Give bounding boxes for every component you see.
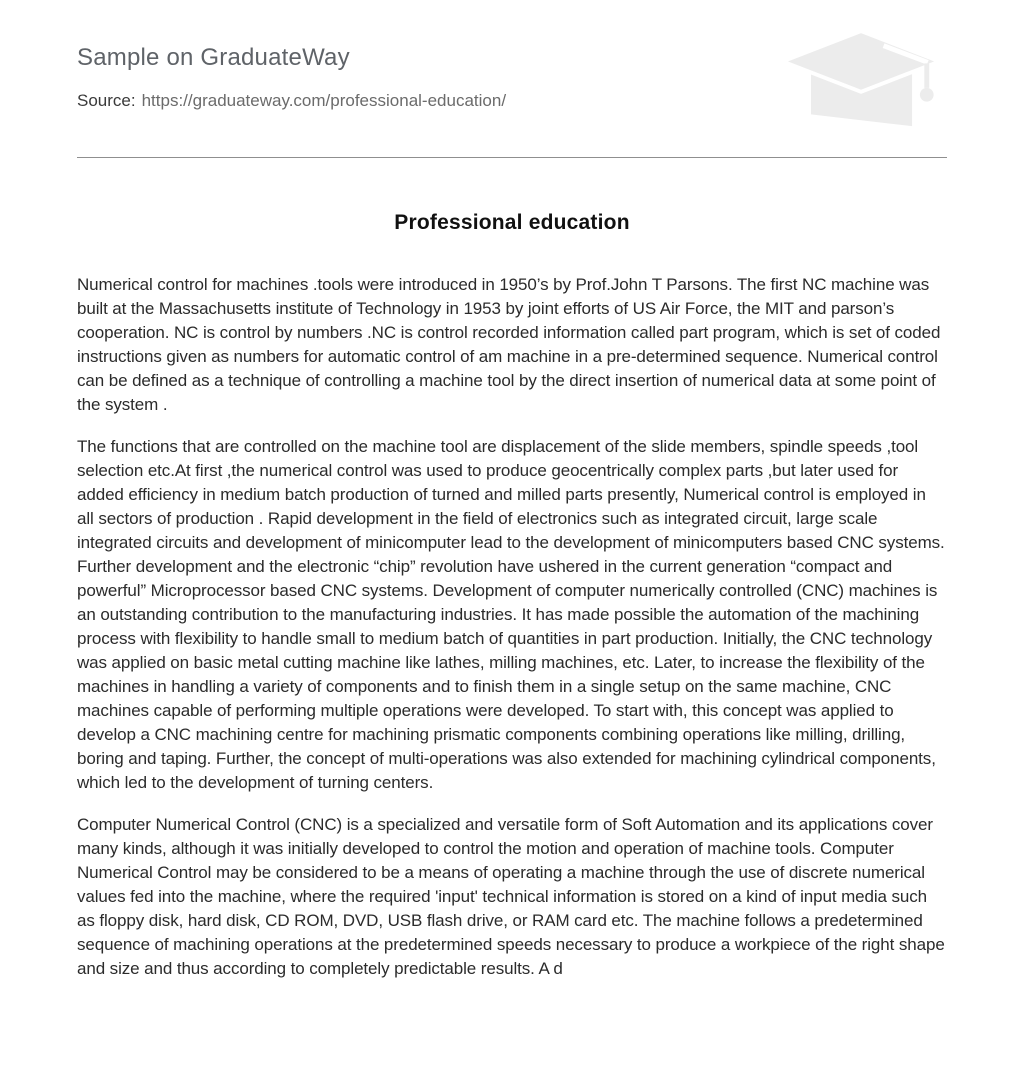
divider xyxy=(77,157,947,158)
document-title: Professional education xyxy=(394,211,630,234)
paragraph-1: Numerical control for machines .tools were introduced in 1950’s by Prof.John T Parsons. The first NC machine was built at the Massachusetts institute of Technology in 1953 by joint efforts of US Air Force, the MIT and parson’s cooperation. NC is control by numbers .NC is control recorded information called part program, which is set of coded instructions given as numbers for automatic control of am machine in a pre-determined sequence. Numerical control can be defined as a technique of controlling a machine tool by the direct insertion of numerical data at some point of the system . xyxy=(77,275,941,414)
graduation-cap-icon xyxy=(779,31,947,134)
source-label: Source: xyxy=(77,91,136,110)
source-url-link[interactable]: https://graduateway.com/professional-education/ xyxy=(141,91,507,110)
header xyxy=(77,0,947,111)
paragraph-2: The functions that are controlled on the machine tool are displacement of the slide members, spindle speeds ,tool selection etc.At first ,the numerical control was used to produce geocentrically complex parts ,but later used for added efficiency in medium batch production of turned and milled parts presently, Numerical control is employed in all sectors of production . Rapid development in the field of electronics such as integrated circuit, large scale integrated circuits and development of minicomputer lead to the development of minicomputers based CNC systems. Further development and the electronic “chip” revolution have ushered in the current generation “compact and powerful” Microprocessor based CNC systems. Development of computer numerically controlled (CNC) machines is an outstanding contribution to the manufacturing industries. It has made possible the automation of the machining process with flexibility to handle small to medium batch of quantities in part production. Initially, the CNC technology was applied on basic metal cutting machine like lathes, milling machines, etc. Later, to increase the flexibility of the machines in handling a variety of components and to finish them in a single setup on the same machine, CNC machines capable of performing multiple operations were developed. To start with, this concept was applied to develop a CNC machining centre for machining prismatic components combining operations like milling, drilling, boring and taping. Further, the concept of multi-operations was also extended for machining cylindrical components, which led to the development of turning centers. xyxy=(77,437,945,792)
document-body xyxy=(77,211,947,981)
page-title: Sample on GraduateWay xyxy=(77,44,350,71)
paragraph-3: Computer Numerical Control (CNC) is a specialized and versatile form of Soft Automation and its applications cover many kinds, although it was initially developed to control the motion and operation of machine tools. Computer Numerical Control may be considered to be a means of operating a machine through the use of discrete numerical values fed into the machine, where the required 'input' technical information is stored on a kind of input media such as floppy disk, hard disk, CD ROM, DVD, USB flash drive, or RAM card etc. The machine follows a predetermined sequence of machining operations at the predetermined speeds necessary to produce a workpiece of the right shape and size and thus according to completely predictable results. A d xyxy=(77,815,945,978)
